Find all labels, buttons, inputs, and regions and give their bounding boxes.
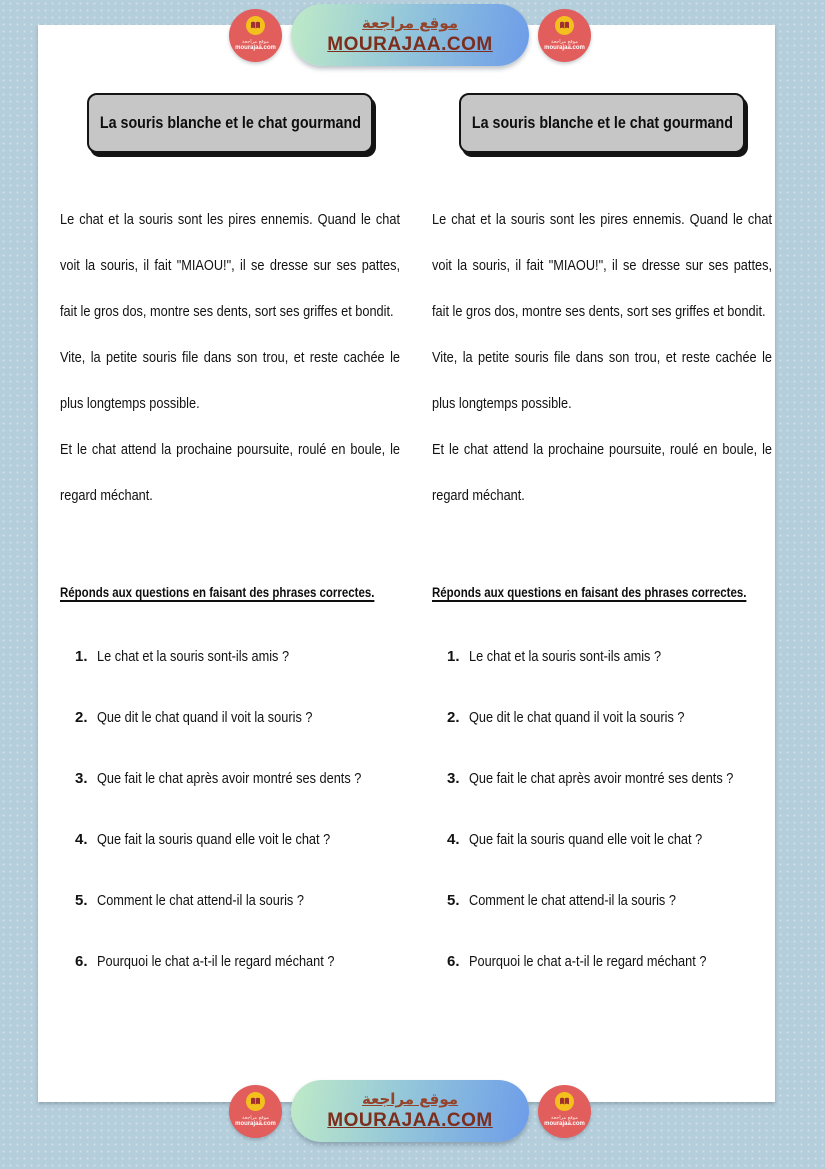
question-number: 4. [447, 831, 460, 848]
open-book-icon [246, 1092, 265, 1111]
logo-arabic-label: موقع مراجعة [551, 1114, 578, 1121]
questions-heading: Réponds aux questions en faisant des phrases correctes. [60, 585, 375, 600]
question-text: Pourquoi le chat a-t-il le regard méchant ? [97, 953, 335, 970]
question-number: 5. [447, 892, 460, 909]
open-book-icon [555, 1092, 574, 1111]
worksheet-column-left [60, 0, 400, 1169]
question-number: 6. [447, 953, 460, 970]
question-number: 2. [447, 709, 460, 726]
question-item [447, 770, 825, 788]
story-paragraph: Le chat et la souris sont les pires ennemis. Quand le chat voit la souris, il fait "MIAOU!", il se dresse sur ses pattes, fait le gros dos, montre ses dents, sort ses griffes et bondit. [60, 211, 400, 320]
question-item [447, 831, 825, 849]
logo-arabic-label: موقع مراجعة [551, 38, 578, 45]
questions-list [447, 648, 825, 1014]
question-text: Que fait le chat après avoir montré ses dents ? [97, 770, 362, 787]
banner-pill [291, 1080, 529, 1142]
banner-arabic-link[interactable]: موقع مراجعة [361, 14, 459, 32]
question-number: 3. [75, 770, 88, 787]
bottom-banner [229, 1080, 591, 1142]
question-item [447, 709, 825, 727]
story-paragraph: Et le chat attend la prochaine poursuite, roulé en boule, le regard méchant. [432, 441, 772, 504]
question-number: 5. [75, 892, 88, 909]
logo-arabic-label: موقع مراجعة [242, 1114, 269, 1121]
mourajaa-logo [538, 1085, 591, 1138]
question-text: Que dit le chat quand il voit la souris ? [97, 709, 313, 726]
banner-domain-link[interactable]: MOURAJAA.COM [327, 34, 493, 55]
story-text [432, 197, 772, 519]
worksheet-column-right [432, 0, 772, 1169]
story-paragraph: Le chat et la souris sont les pires ennemis. Quand le chat voit la souris, il fait "MIAOU!", il se dresse sur ses pattes, fait le gros dos, montre ses dents, sort ses griffes et bondit. [432, 211, 772, 320]
question-text: Que fait la souris quand elle voit le chat ? [469, 831, 703, 848]
story-title-box [87, 93, 373, 153]
question-item [447, 953, 825, 971]
logo-domain-label: mourajaa.com [235, 1120, 276, 1127]
logo-domain-label: mourajaa.com [544, 44, 585, 51]
question-text: Le chat et la souris sont-ils amis ? [97, 648, 290, 665]
question-item [75, 770, 455, 788]
banner-domain-link[interactable]: MOURAJAA.COM [327, 1110, 493, 1131]
question-text: Que dit le chat quand il voit la souris ? [469, 709, 685, 726]
question-text: Pourquoi le chat a-t-il le regard méchant ? [469, 953, 707, 970]
question-item [75, 648, 455, 666]
question-number: 4. [75, 831, 88, 848]
story-paragraph: Et le chat attend la prochaine poursuite, roulé en boule, le regard méchant. [60, 441, 400, 504]
questions-heading: Réponds aux questions en faisant des phrases correctes. [432, 585, 747, 600]
question-text: Comment le chat attend-il la souris ? [97, 892, 304, 909]
question-item [75, 953, 455, 971]
story-title: La souris blanche et le chat gourmand [471, 113, 733, 132]
story-title: La souris blanche et le chat gourmand [99, 113, 361, 132]
question-item [447, 892, 825, 910]
question-text: Que fait la souris quand elle voit le chat ? [97, 831, 331, 848]
logo-domain-label: mourajaa.com [544, 1120, 585, 1127]
story-paragraph: Vite, la petite souris file dans son trou, et reste cachée le plus longtemps possible. [60, 349, 400, 412]
story-text [60, 197, 400, 519]
mourajaa-logo [229, 1085, 282, 1138]
question-text: Que fait le chat après avoir montré ses dents ? [469, 770, 734, 787]
logo-arabic-label: موقع مراجعة [242, 38, 269, 45]
question-item [75, 709, 455, 727]
question-number: 3. [447, 770, 460, 787]
story-title-box [459, 93, 745, 153]
questions-list [75, 648, 455, 1014]
question-text: Comment le chat attend-il la souris ? [469, 892, 676, 909]
question-text: Le chat et la souris sont-ils amis ? [469, 648, 662, 665]
question-item [75, 892, 455, 910]
question-number: 1. [75, 648, 88, 665]
question-number: 1. [447, 648, 460, 665]
logo-domain-label: mourajaa.com [235, 44, 276, 51]
question-number: 2. [75, 709, 88, 726]
question-number: 6. [75, 953, 88, 970]
story-paragraph: Vite, la petite souris file dans son trou, et reste cachée le plus longtemps possible. [432, 349, 772, 412]
banner-arabic-link[interactable]: موقع مراجعة [361, 1090, 459, 1108]
question-item [75, 831, 455, 849]
question-item [447, 648, 825, 666]
